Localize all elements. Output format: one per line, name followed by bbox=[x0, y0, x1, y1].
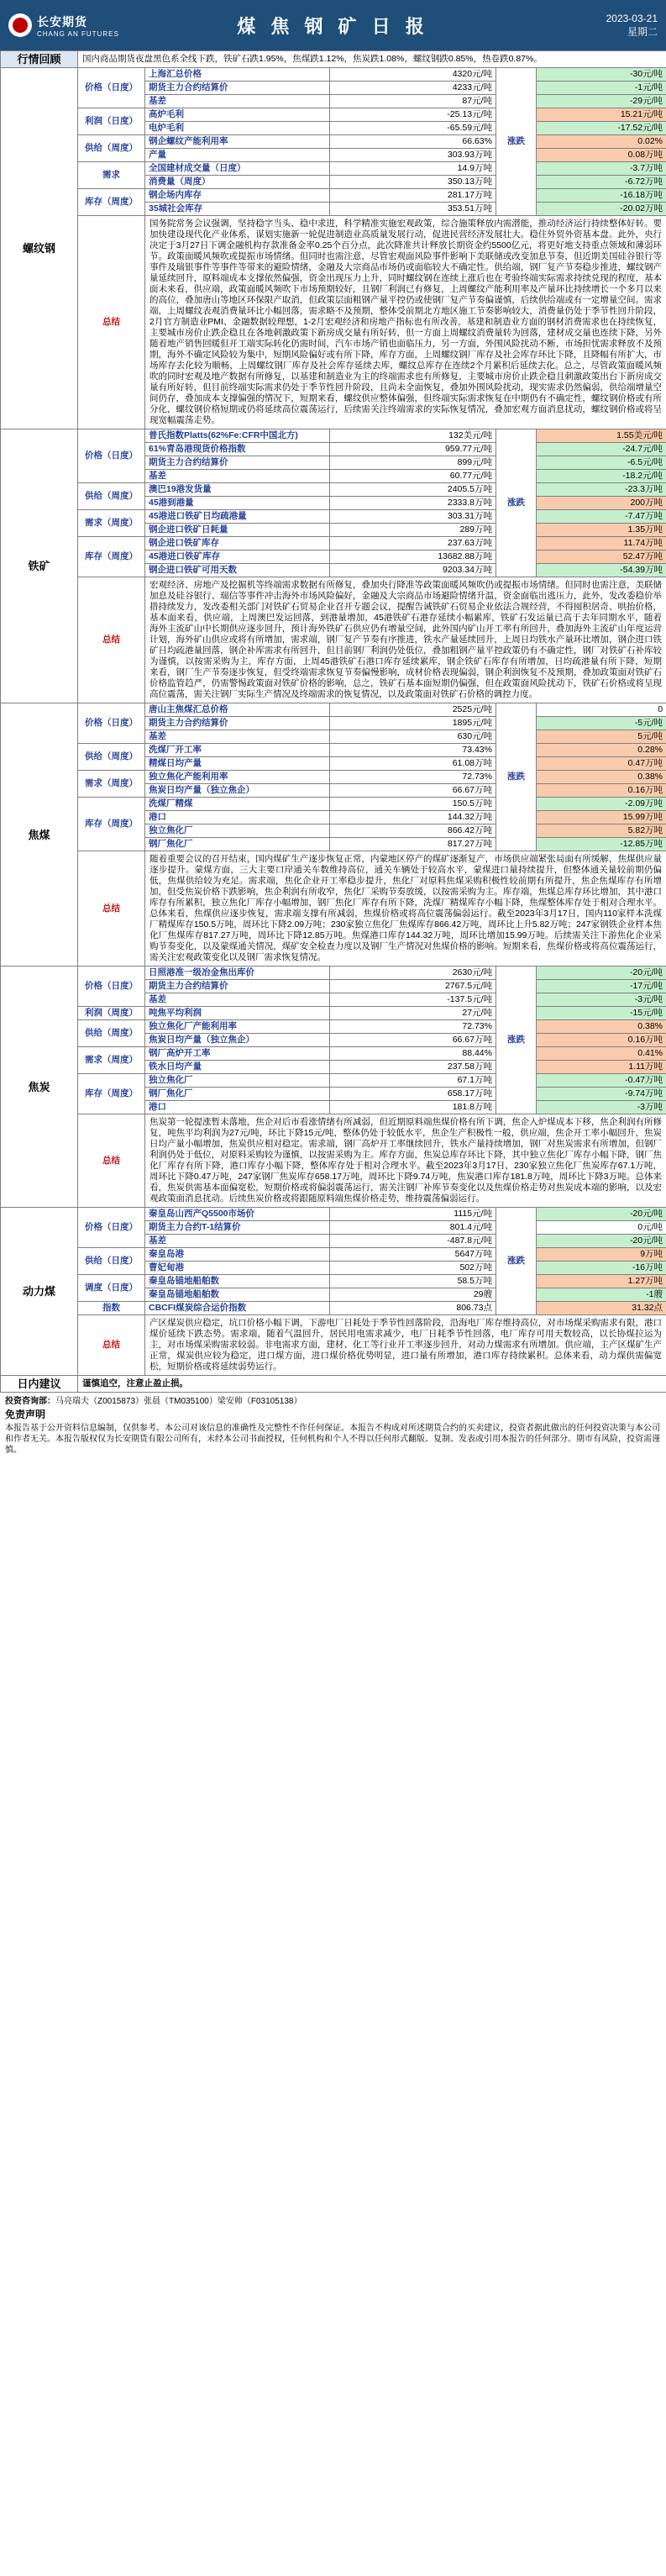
indicator-name: 唐山主焦煤汇总价格 bbox=[145, 703, 330, 717]
advice-text: 谨慎追空，注意止盈止损。 bbox=[78, 1376, 666, 1393]
indicator-name: 产量 bbox=[145, 149, 330, 162]
change-column-label: 涨跌 bbox=[496, 1208, 537, 1315]
disclaimer-text: 本报告基于公开资料信息编制，仅供参考。本公司对该信息的准确性及完整性不作任何保证。本报告不构成对所述期货合约的买卖建议，投资者据此做出的任何投资决策与本公司和作者无关。本报告版权仅为长安期货有限公司所有，未经本公司书面授权，任何机构和个人不得以任何形式翻版、复制、发表或引用本报告的任何部分。期市有风险，投资需谨慎。 bbox=[5, 1424, 660, 1455]
summary-row-coking-coal bbox=[1, 851, 666, 967]
data-row bbox=[1, 108, 666, 122]
indicator-value: 2525元/吨 bbox=[330, 703, 496, 717]
indicator-change: 0.16万吨 bbox=[537, 784, 666, 798]
data-row bbox=[1, 189, 666, 203]
data-row bbox=[1, 68, 666, 82]
summary-row-iron-ore bbox=[1, 577, 666, 703]
indicator-value: 73.43% bbox=[330, 744, 496, 757]
indicator-change: -1元/吨 bbox=[537, 82, 666, 95]
indicator-change: -17元/吨 bbox=[537, 980, 666, 993]
category-label: 供给（周度） bbox=[78, 744, 145, 771]
indicator-name: 独立焦化厂 bbox=[145, 1074, 330, 1088]
indicator-name: 钢企场内库存 bbox=[145, 189, 330, 203]
indicator-change: -20.02万吨 bbox=[537, 203, 666, 216]
category-label: 利润（日度） bbox=[78, 108, 145, 135]
market-review-text: 国内商品期货夜盘黑色系全线下跌，铁矿石跌1.95%，焦煤跌1.12%，焦炭跌1.08%，螺纹钢跌0.85%，热卷跌0.87%。 bbox=[78, 51, 666, 68]
indicator-name: 秦皇岛锚地船舶数 bbox=[145, 1275, 330, 1288]
indicator-name: 上海汇总价格 bbox=[145, 68, 330, 82]
indicator-name: 秦皇岛锚地船舶数 bbox=[145, 1288, 330, 1302]
indicator-name: 曹妃甸港 bbox=[145, 1262, 330, 1275]
indicator-change: 0.02% bbox=[537, 135, 666, 149]
indicator-name: 基差 bbox=[145, 95, 330, 108]
data-row bbox=[1, 537, 666, 550]
report-date-block bbox=[532, 12, 658, 39]
indicator-change: -0.47万吨 bbox=[537, 1074, 666, 1088]
category-label: 供给（周度） bbox=[78, 135, 145, 162]
indicator-change: -2.09万吨 bbox=[537, 798, 666, 811]
category-label: 供给（周度） bbox=[78, 483, 145, 510]
indicator-change: 11.74万吨 bbox=[537, 537, 666, 550]
indicator-change: 1.27万吨 bbox=[537, 1275, 666, 1288]
indicator-value: 88.44% bbox=[330, 1047, 496, 1061]
indicator-name: 钢企螺纹产能利用率 bbox=[145, 135, 330, 149]
indicator-value: 237.63万吨 bbox=[330, 537, 496, 550]
indicator-change: 5元/吨 bbox=[537, 730, 666, 744]
indicator-value: -25.13元/吨 bbox=[330, 108, 496, 122]
indicator-change: 31.32点 bbox=[537, 1302, 666, 1315]
indicator-change: -30元/吨 bbox=[537, 68, 666, 82]
indicator-value: 303.31万吨 bbox=[330, 510, 496, 524]
category-label: 需求（周度） bbox=[78, 771, 145, 798]
indicator-value: 2630元/吨 bbox=[330, 967, 496, 980]
indicator-change: -23.3万吨 bbox=[537, 483, 666, 497]
indicator-value: 1115元/吨 bbox=[330, 1208, 496, 1221]
category-label: 供给（日度） bbox=[78, 1248, 145, 1275]
indicator-value: 150.5万吨 bbox=[330, 798, 496, 811]
indicator-value: 2333.8万吨 bbox=[330, 497, 496, 510]
indicator-change: 5.82万吨 bbox=[537, 824, 666, 838]
indicator-change: 200万吨 bbox=[537, 497, 666, 510]
indicator-value: 5647万吨 bbox=[330, 1248, 496, 1262]
category-label: 价格（日度） bbox=[78, 967, 145, 1007]
indicator-name: 电炉毛利 bbox=[145, 122, 330, 135]
data-row bbox=[1, 1248, 666, 1262]
advice-row bbox=[1, 1376, 666, 1393]
indicator-change: -18.2元/吨 bbox=[537, 470, 666, 483]
indicator-name: 期货主力合约结算价 bbox=[145, 456, 330, 470]
indicator-name: 期货主力合约T-1结算价 bbox=[145, 1221, 330, 1235]
report-header bbox=[0, 0, 666, 50]
indicator-name: 澳巴19港发货量 bbox=[145, 483, 330, 497]
category-label: 需求（周度） bbox=[78, 510, 145, 537]
summary-text-coke: 焦炭第一轮提涨暂未落地，焦企对后市看涨情绪有所减弱，但近期原料端焦煤价格有所下调，焦企入炉煤成本下移，焦企利润有所修复，吨焦平均利润为27元/吨，环比下降15元/吨，整体仍处于较低水平，焦企生产积极性一般，供应端，焦企开工率小幅回升，焦炭日均产量小幅增加，焦炭供应相对稳定。需求端，钢厂高炉开工率继续回升，铁水产量持续增加，钢厂对焦炭需求有所增加，但钢厂利润仍处于低位，对原料采购较为谨慎，以按需采购为主。库存方面，焦炭总库存环比下降，其中独立焦化厂库存小幅下降，钢厂焦化厂库存有所下降，港口库存小幅下降，整体库存处于相对合理水平。截至2023年3月17日，230家独立焦化厂焦炭库存67.1万吨，周环比下降0.47万吨，247家钢厂焦炭库存658.17万吨，周环比下降9.74万吨，焦炭港口库存181.8万吨，周环比下降3万吨。总体来看，焦炭供需基本面偏宽松，短期价格或将偏弱震荡运行，需关注钢厂补库节奏变化以及焦煤价格走势对焦炭成本端的影响，以及宏观政策面消息扰动。后续焦炭价格或将跟随原料端焦煤价格走势，维持震荡偏弱运行。 bbox=[145, 1114, 666, 1208]
indicator-value: 866.42万吨 bbox=[330, 824, 496, 838]
indicator-value: 2767.5元/吨 bbox=[330, 980, 496, 993]
indicator-name: 港口 bbox=[145, 811, 330, 824]
summary-text-thermal-coal: 产区煤炭供应稳定，坑口价格小幅下调，下游电厂日耗处于季节性回落阶段，沿海电厂库存维持高位，对市场煤采购需求有限，港口煤价延续下跌态势。需求端，随着气温回升，居民用电需求减少，电厂日耗季节性回落，电厂库存可用天数较高，以长协煤拉运为主，对市场煤采购需求较弱。非电需求方面，建材、化工等行业开工率逐步回升，对动力煤需求有所增加。供应端，主产区煤矿生产正常，煤炭供应较为稳定，进口煤方面，进口煤价格优势明显，进口量有所增加，港口库存持续累积。总体来看，动力煤供需偏宽松，短期价格或将延续弱势运行。 bbox=[145, 1315, 666, 1376]
indicator-value: 630元/吨 bbox=[330, 730, 496, 744]
indicator-value: 13682.88万吨 bbox=[330, 550, 496, 564]
category-label: 需求 bbox=[78, 162, 145, 189]
section-label-iron-ore: 铁矿 bbox=[1, 429, 78, 703]
indicator-name: 基差 bbox=[145, 1235, 330, 1248]
indicator-value: 2405.5万吨 bbox=[330, 483, 496, 497]
data-row bbox=[1, 1208, 666, 1221]
indicator-change: 0.41% bbox=[537, 1047, 666, 1061]
indicator-name: 45港到港量 bbox=[145, 497, 330, 510]
indicator-value: 350.13万吨 bbox=[330, 176, 496, 189]
indicator-change: -29元/吨 bbox=[537, 95, 666, 108]
indicator-change: -3万吨 bbox=[537, 1101, 666, 1114]
summary-label: 总结 bbox=[78, 577, 145, 703]
indicator-value: 132美元/吨 bbox=[330, 429, 496, 443]
indicator-name: 期货主力合约结算价 bbox=[145, 82, 330, 95]
company-name-cn: 长安期货 bbox=[37, 14, 87, 29]
indicator-name: 普氏指数Platts(62%Fe:CFR中国北方) bbox=[145, 429, 330, 443]
category-label: 库存（周度） bbox=[78, 798, 145, 851]
indicator-change: -20元/吨 bbox=[537, 1208, 666, 1221]
indicator-value: 237.58万吨 bbox=[330, 1061, 496, 1074]
indicator-value: 4233元/吨 bbox=[330, 82, 496, 95]
indicator-change: 0 bbox=[537, 703, 666, 717]
indicator-change: -15元/吨 bbox=[537, 1007, 666, 1020]
indicator-change: 52.47万吨 bbox=[537, 550, 666, 564]
indicator-value: 1895元/吨 bbox=[330, 717, 496, 730]
indicator-value: 281.17万吨 bbox=[330, 189, 496, 203]
indicator-name: 独立焦化厂产能利用率 bbox=[145, 1020, 330, 1034]
indicator-value: 181.8万吨 bbox=[330, 1101, 496, 1114]
data-row bbox=[1, 510, 666, 524]
indicator-name: 钢厂焦化厂 bbox=[145, 1088, 330, 1101]
indicator-change: -3.7万吨 bbox=[537, 162, 666, 176]
change-column-label: 涨跌 bbox=[496, 68, 537, 216]
indicator-change: 9万吨 bbox=[537, 1248, 666, 1262]
summary-row-coke bbox=[1, 1114, 666, 1208]
indicator-change: 0.38% bbox=[537, 771, 666, 784]
indicator-name: 基差 bbox=[145, 470, 330, 483]
indicator-change: -3元/吨 bbox=[537, 993, 666, 1007]
category-label: 价格（日度） bbox=[78, 1208, 145, 1248]
indicator-value: 144.32万吨 bbox=[330, 811, 496, 824]
summary-text-rebar: 国务院常务会议强调，坚持稳字当头、稳中求进，科学精准实施宏观政策，综合施策释放内需潜能，推动经济运行持续整体好转。要加快建设现代化产业体系，谋划实施新一轮促进制造业高质量发展行动，促进民营经济发展壮大。稳住外贸外资基本盘。此外，央行决定于3月27日下调金融机构存款准备金率0.25个百分点，此次降准共计释放长期资金约5500亿元，将更好地支持重点领域和薄弱环节。政策面暖风频吹或提振市场情绪。但同时也需注意，尽管宏观面风险事件影响下美联储或改变加息节奏，但近期美国硅谷银行等事件及瑞银事件等事件等带来的避险情绪，金融及大宗商品市场仍或面临较大不确定性。供给端，钢厂复产节奏稳步推进，螺纹钢产量延续回升，原料端成本支撑依然偏强，资金出现压力上升，同时螺纹钢在连续上涨后也在考验终端实际需求持续兑现的程度，基本面未来看，供应端，政策面暖风频吹下市场预期较好，且钢厂利润已有修复，上周螺纹产能利用率及产量环比持续增长一个多月以来的高位，叠加唐山等地区环保限产取消，但政策层面粗钢产量平控仍或使钢厂复产节奏偏谨慎，后续供给端或有一定增量空间。需求端，上周螺纹表观消费量环比小幅回落，需求略不及预期，整体受前期北方地区施工节奏影响较大，消费量仍处于季节性回升阶段，2月官方制造业PMI、金融数据较理想，1-2月宏观经济和房地产指标也有所改善，基建和制造业方面的钢材消费需求也在持续恢复，主要城市房价止跌企稳且在各地刺激政策下新房成交量有所好转，但一方面上周螺纹消费量转为回落，建材成交量也连续下降，另外随着地产销售回暖但开工端实际转化仍需时间，汽车市场产销也面临压力，另一方面，外围风险扰动不断，市场担忧需求释放不及预期，海外不确定风险较为集中，短期风险偏好或有所下降，库存方面，上周螺纹钢厂库存及社会库存环比下降，且降幅有所扩大，市场库存去化较为顺畅，上周螺纹钢厂库存及社会库存延续去库，螺纹总库存在连续2个月累积后延续去化。总之，尽管政策面暖风频吹的同时宏观及地产数据有所修复，以基建和制造业为主的终端需求也有所修复，主要城市房价止跌企稳且刺激政策出台下新房成交量有所好转，但目前终端实际需求仍处于季节性回升阶段，且尚未全面恢复，叠加外围风险扰动，现实需求仍然偏弱，供给端增量空间仍存，叠加成本支撑偏强的情况下，短期来看，螺纹供应整体偏强，但终端实际需求恢复在中期仍有不确定性，螺纹钢价格或有所分化，螺纹钢价格短期或仍将延续高位震荡运行，后续需关注终端需求的实际恢复情况，叠加宏观方面消息扰动，螺纹钢价格或将呈现宽幅震荡走势。 bbox=[145, 216, 666, 429]
data-row bbox=[1, 1020, 666, 1034]
indicator-value: 87元/吨 bbox=[330, 95, 496, 108]
indicator-value: 806.73点 bbox=[330, 1302, 496, 1315]
analysts-names: 马亮瑞夫（Z0015873）张晨（TM035100）梁安帅（F03105138） bbox=[55, 1397, 302, 1406]
indicator-name: 61%青岛港现货价格指数 bbox=[145, 443, 330, 456]
data-row bbox=[1, 744, 666, 757]
summary-row-rebar bbox=[1, 216, 666, 429]
indicator-change: 1.11万吨 bbox=[537, 1061, 666, 1074]
data-row bbox=[1, 1302, 666, 1315]
report-footer bbox=[0, 1393, 666, 1459]
indicator-change: 0.38% bbox=[537, 1020, 666, 1034]
section-label-coke: 焦炭 bbox=[1, 967, 78, 1208]
indicator-name: 铁水日均产量 bbox=[145, 1061, 330, 1074]
indicator-change: -20元/吨 bbox=[537, 967, 666, 980]
indicator-name: 钢企进口铁矿可用天数 bbox=[145, 564, 330, 577]
company-name-en: CHANG AN FUTURES bbox=[37, 29, 119, 38]
indicator-value: 658.17万吨 bbox=[330, 1088, 496, 1101]
indicator-name: 高炉毛利 bbox=[145, 108, 330, 122]
data-row bbox=[1, 429, 666, 443]
category-label: 库存（周度） bbox=[78, 1074, 145, 1114]
indicator-change: 0.47万吨 bbox=[537, 757, 666, 771]
summary-row-thermal-coal bbox=[1, 1315, 666, 1376]
summary-label: 总结 bbox=[78, 216, 145, 429]
data-row bbox=[1, 483, 666, 497]
indicator-name: 钢厂焦化厂 bbox=[145, 838, 330, 851]
company-logo bbox=[8, 13, 134, 38]
indicator-value: 502万吨 bbox=[330, 1262, 496, 1275]
category-label: 价格（日度） bbox=[78, 68, 145, 108]
indicator-name: 焦炭日均产量（独立焦企） bbox=[145, 1034, 330, 1047]
data-row bbox=[1, 771, 666, 784]
indicator-change: -16.18万吨 bbox=[537, 189, 666, 203]
indicator-change: -16万吨 bbox=[537, 1262, 666, 1275]
indicator-value: 353.51万吨 bbox=[330, 203, 496, 216]
indicator-value: 61.08万吨 bbox=[330, 757, 496, 771]
indicator-name: 基差 bbox=[145, 730, 330, 744]
indicator-value: 67.1万吨 bbox=[330, 1074, 496, 1088]
category-label: 调度（日度） bbox=[78, 1275, 145, 1302]
indicator-change: -24.7元/吨 bbox=[537, 443, 666, 456]
indicator-value: 66.67万吨 bbox=[330, 784, 496, 798]
indicator-name: 秦皇岛山西产Q5500市场价 bbox=[145, 1208, 330, 1221]
indicator-value: 29艘 bbox=[330, 1288, 496, 1302]
data-row bbox=[1, 1074, 666, 1088]
report-date: 2023-03-21 bbox=[606, 13, 658, 24]
market-review-label: 行情回顾 bbox=[1, 51, 78, 68]
indicator-name: 日照港准一级冶金焦出库价 bbox=[145, 967, 330, 980]
indicator-value: 303.93万吨 bbox=[330, 149, 496, 162]
indicator-change: 0.28% bbox=[537, 744, 666, 757]
indicator-change: -6.5元/吨 bbox=[537, 456, 666, 470]
change-column-label: 涨跌 bbox=[496, 703, 537, 851]
indicator-change: 0元/吨 bbox=[537, 1221, 666, 1235]
indicator-value: -137.5元/吨 bbox=[330, 993, 496, 1007]
indicator-name: CBCFI煤炭综合运价指数 bbox=[145, 1302, 330, 1315]
indicator-name: 洗煤厂精煤 bbox=[145, 798, 330, 811]
section-label-coking-coal: 焦煤 bbox=[1, 703, 78, 967]
analysts-label: 投资咨询部： bbox=[5, 1397, 55, 1406]
indicator-name: 独立焦化厂 bbox=[145, 824, 330, 838]
indicator-change: -1艘 bbox=[537, 1288, 666, 1302]
category-label: 供给（周度） bbox=[78, 1020, 145, 1047]
indicator-name: 精煤日均产量 bbox=[145, 757, 330, 771]
report-weekday: 星期二 bbox=[627, 26, 658, 38]
data-row bbox=[1, 798, 666, 811]
indicator-value: -65.59元/吨 bbox=[330, 122, 496, 135]
data-row bbox=[1, 162, 666, 176]
daily-report-table bbox=[0, 50, 666, 1393]
disclaimer-title: 免责声明 bbox=[5, 1409, 46, 1420]
data-row bbox=[1, 703, 666, 717]
indicator-change: -9.74万吨 bbox=[537, 1088, 666, 1101]
indicator-value: 60.77元/吨 bbox=[330, 470, 496, 483]
indicator-name: 35城社会库存 bbox=[145, 203, 330, 216]
data-row bbox=[1, 1047, 666, 1061]
advice-label: 日内建议 bbox=[1, 1376, 78, 1393]
indicator-value: 899元/吨 bbox=[330, 456, 496, 470]
summary-label: 总结 bbox=[78, 1114, 145, 1208]
summary-text-iron-ore: 宏观经济、房地产及挖掘机等终端需求数据有所修复，叠加央行降准等政策面暖风频吹仍或提振市场情绪。但同时也需注意，美联储加息及硅谷银行、瑞信等事件冲击海外市场风险偏好，金融及大宗商品市场避险情绪升温，资金面临出逃压力，此外，发改委稳价举措持续发力，发改委相关部门对铁矿石贸易企业召开专题会议，提醒告诫铁矿石贸易企业依法合规经营，不得囤积居奇、哄抬价格，基本面来看，供应端，上周澳巴发运回落，到港量增加，45港铁矿石港存延续小幅累库，铁矿石发运量已高于去年同期水平，随着海外主流矿山中长期供应逐步回升，预计海外铁矿石供应仍有增量空间，此外国内矿山开工率有所回升，叠加海外主流矿山年度运营计划，海外矿山供应或将有所增加，需求端，钢厂复产节奏有序推进，铁水产量延续回升，上周日均铁水产量环比增加，钢企进口铁矿日均疏港量回落，钢企补库需求有所回升，但目前钢厂利润仍处低位，叠加粗钢产量平控政策仍有不确定性，钢厂对铁矿石补库较为谨慎，以按需采购为主，库存方面，上周45港铁矿石港口库存延续累库，钢企铁矿石库存有所增加，日均疏港量有所下降，短期来看，钢厂生产节奏逐步恢复，但受终端需求恢复节奏偏慢影响，成材价格表现偏弱，钢企利润恢复不及预期，叠加政策面对铁矿石价格监管趋严，仍需警惕政策面对铁矿价格的影响，总之，铁矿石基本面短期仍偏强，但在政策面风险扰动下，铁矿石价格或将呈现高位震荡，需关注钢厂实际生产情况及终端需求的恢复情况，以及政策面对铁矿石价格的调控力度。 bbox=[145, 577, 666, 703]
summary-label: 总结 bbox=[78, 1315, 145, 1376]
category-label: 指数 bbox=[78, 1302, 145, 1315]
change-column-label: 涨跌 bbox=[496, 967, 537, 1114]
indicator-change: 15.21元/吨 bbox=[537, 108, 666, 122]
indicator-value: 4320元/吨 bbox=[330, 68, 496, 82]
indicator-name: 期货主力合约结算价 bbox=[145, 717, 330, 730]
category-label: 库存（周度） bbox=[78, 537, 145, 577]
indicator-name: 吨焦平均利润 bbox=[145, 1007, 330, 1020]
indicator-value: 27元/吨 bbox=[330, 1007, 496, 1020]
indicator-value: 9203.34万吨 bbox=[330, 564, 496, 577]
data-row bbox=[1, 135, 666, 149]
indicator-value: 66.63% bbox=[330, 135, 496, 149]
data-row bbox=[1, 1275, 666, 1288]
indicator-name: 洗煤厂开工率 bbox=[145, 744, 330, 757]
indicator-change: 0.16万吨 bbox=[537, 1034, 666, 1047]
summary-text-coking-coal: 随着重要会议的召开结束，国内煤矿生产逐步恢复正常，内蒙地区停产的煤矿逐渐复产，市场供应端紧张局面有所缓解，焦煤供应量逐步提升。蒙煤方面，三大主要口岸通关车数维持高位，通关车辆处于较高水平，蒙煤进口量持续提升，但整体通关量较前期仍偏低，焦煤供给较为充足。需求端，焦化企业开工率稳步提升，焦化厂对原料焦煤采购积极性较前期有所提升，焦企焦煤库存有所增加，但受焦炭价格下跌影响，焦企利润有所收窄，焦化厂采购节奏放缓，以按需采购为主。库存端，焦煤总库存环比增加，其中港口库存有所累积，独立焦化厂库存小幅增加，钢厂焦化厂库存有所下降，洗煤厂精煤库存小幅下降，焦煤整体库存处于相对合理水平。总体来看，焦煤供应逐步恢复，需求端支撑有所减弱，焦煤价格或将高位震荡偏弱运行。截至2023年3月17日，国内110家样本洗煤厂精煤库存150.5万吨，周环比下降2.09万吨；230家独立焦化厂焦煤库存866.42万吨，周环比上升5.82万吨；247家钢铁企业样本焦化厂焦煤库存817.27万吨，周环比下降12.85万吨。焦煤港口库存144.32万吨，周环比增加15.99万吨。后续需关注下游焦化企业采购节奏变化，以及蒙煤通关情况，煤矿安全检查力度以及钢厂生产情况对焦煤价格的影响。短期来看，焦煤价格或将高位震荡运行，需关注宏观政策变化以及钢厂需求恢复情况。 bbox=[145, 851, 666, 967]
indicator-value: 66.67万吨 bbox=[330, 1034, 496, 1047]
indicator-change: 15.99万吨 bbox=[537, 811, 666, 824]
indicator-name: 钢厂高炉开工率 bbox=[145, 1047, 330, 1061]
indicator-value: 14.9万吨 bbox=[330, 162, 496, 176]
section-label-thermal-coal: 动力煤 bbox=[1, 1208, 78, 1376]
indicator-change: -17.52元/吨 bbox=[537, 122, 666, 135]
category-label: 库存（周度） bbox=[78, 189, 145, 216]
indicator-name: 期货主力合约结算价 bbox=[145, 980, 330, 993]
category-label: 价格（日度） bbox=[78, 429, 145, 483]
category-label: 价格（日度） bbox=[78, 703, 145, 744]
indicator-change: -5元/吨 bbox=[537, 717, 666, 730]
indicator-name: 基差 bbox=[145, 993, 330, 1007]
data-row bbox=[1, 1007, 666, 1020]
indicator-name: 消费量（周度） bbox=[145, 176, 330, 189]
indicator-name: 港口 bbox=[145, 1101, 330, 1114]
category-label: 需求（周度） bbox=[78, 1047, 145, 1074]
data-row bbox=[1, 967, 666, 980]
logo-icon bbox=[8, 13, 32, 37]
indicator-value: 817.27万吨 bbox=[330, 838, 496, 851]
indicator-change: 1.55美元/吨 bbox=[537, 429, 666, 443]
summary-label: 总结 bbox=[78, 851, 145, 967]
indicator-name: 全国建材成交量（日度） bbox=[145, 162, 330, 176]
indicator-change: -6.72万吨 bbox=[537, 176, 666, 189]
indicator-name: 钢企进口铁矿库存 bbox=[145, 537, 330, 550]
indicator-value: 58.5万吨 bbox=[330, 1275, 496, 1288]
indicator-value: 959.77元/吨 bbox=[330, 443, 496, 456]
indicator-name: 秦皇岛港 bbox=[145, 1248, 330, 1262]
indicator-change: 1.35万吨 bbox=[537, 524, 666, 537]
analysts-line bbox=[5, 1396, 661, 1407]
indicator-name: 钢企进口铁矿日耗量 bbox=[145, 524, 330, 537]
market-review-row bbox=[1, 51, 666, 68]
indicator-change: 0.08万吨 bbox=[537, 149, 666, 162]
indicator-change: -20元/吨 bbox=[537, 1235, 666, 1248]
report-title: 煤 焦 钢 矿 日 报 bbox=[237, 15, 429, 37]
indicator-name: 独立焦化产能利用率 bbox=[145, 771, 330, 784]
indicator-change: -54.39万吨 bbox=[537, 564, 666, 577]
indicator-name: 45港进口铁矿库存 bbox=[145, 550, 330, 564]
indicator-value: -487.8元/吨 bbox=[330, 1235, 496, 1248]
indicator-value: 72.73% bbox=[330, 1020, 496, 1034]
indicator-change: -12.85万吨 bbox=[537, 838, 666, 851]
category-label: 利润（周度） bbox=[78, 1007, 145, 1020]
section-label-rebar: 螺纹钢 bbox=[1, 68, 78, 429]
indicator-name: 45港进口铁矿日均疏港量 bbox=[145, 510, 330, 524]
indicator-value: 72.73% bbox=[330, 771, 496, 784]
indicator-value: 801.4元/吨 bbox=[330, 1221, 496, 1235]
indicator-value: 289万吨 bbox=[330, 524, 496, 537]
indicator-change: -7.47万吨 bbox=[537, 510, 666, 524]
indicator-name: 焦炭日均产量（独立焦企） bbox=[145, 784, 330, 798]
change-column-label: 涨跌 bbox=[496, 429, 537, 577]
